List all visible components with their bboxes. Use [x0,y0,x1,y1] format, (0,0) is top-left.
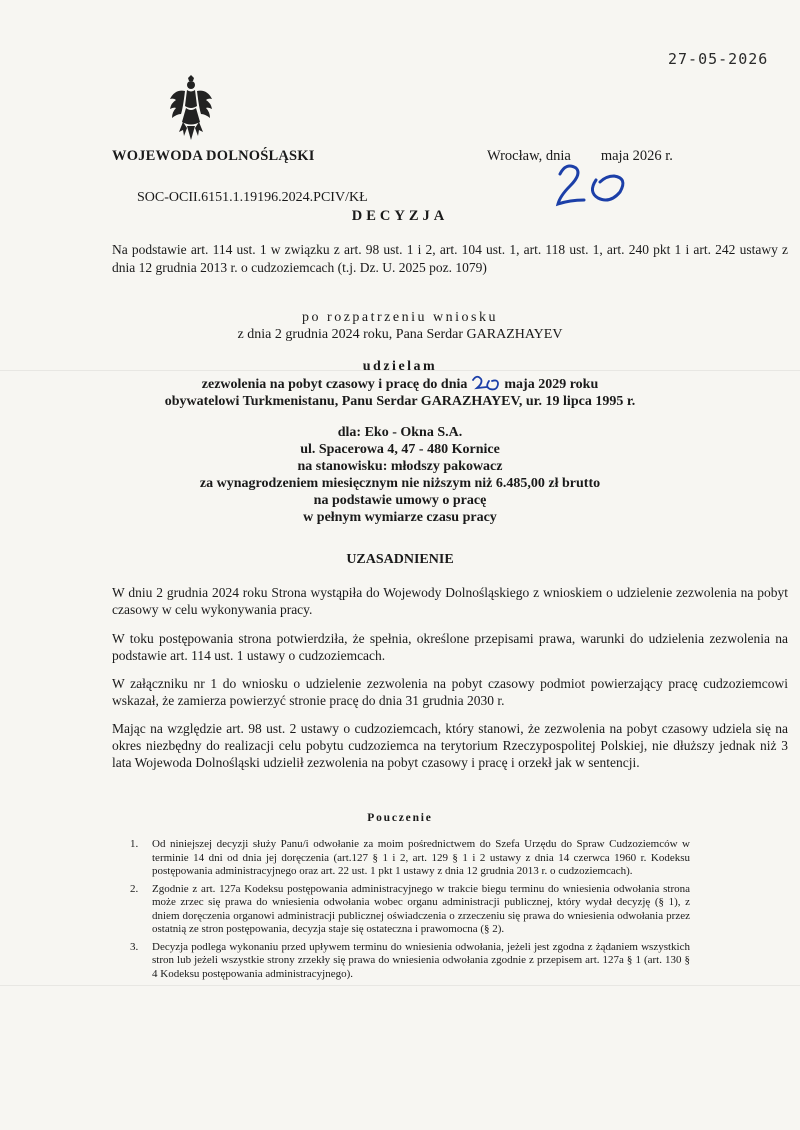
decision-verb: udzielam [362,359,438,374]
list-item-text: Decyzja podlega wykonaniu przed upływem terminu do wniesienia odwołania, jeżeli jest zgodna z żądaniem wszystkich stron lub jeżeli wszystkie strony zrzekły się prawa do wniesienia odwołania zgodnie z przepisem art. 127a § 1 (art. 130 § 4 Kodeksu postępowania administracyjnego). [152,940,690,980]
decision-line: obywatelowi Turkmenistanu, Panu Serdar GARAZHAYEV, ur. 19 lipca 1995 r. [164,394,636,409]
employer-line: w pełnym wymiarze czasu pracy [303,510,497,525]
decision-line-prefix: zezwolenia na pobyt czasowy i pracę do dnia [201,377,468,392]
polish-eagle-emblem-icon [168,74,214,144]
list-item [130,883,690,937]
employer-line: ul. Spacerowa 4, 47 - 480 Kornice [300,442,500,457]
justification-paragraph: W załączniku nr 1 do wniosku o udzielenie zezwolenia na pobyt czasowy podmiot powierzający pracę cudzoziemcowi wskazał, że zamierza powierzyć stronie pracę do dnia 31 grudnia 2030 r. [112,676,788,708]
instruction-list [130,838,690,985]
place-date-suffix: maja 2026 r. [600,148,673,164]
justification-paragraph: Mając na względzie art. 98 ust. 2 ustawy o cudzoziemcach, który stanowi, że zezwolenia na pobyt czasowy udziela się na okres niezbędny do realizacji celu pobytu cudzoziemca na terytorium Rzeczypospolitej Polskiej, nie dłuższy jednak niż 3 lata Wojewoda Dolnośląski udzielił zezwolenia na pobyt czasowy i pracę i orzekł jak w sentencji. [112,721,788,770]
employer-block [0,424,800,526]
list-item-text: Zgodnie z art. 127a Kodeksu postępowania administracyjnego w trakcie biegu terminu do wniesienia odwołania strona może zrzec się prawa do wniesienia odwołania wobec organu administracji publicznej, który wydał decyzję (§ 1), z dniem doręczenia organowi administracji publicznej oświadczenia o zrzeczeniu się prawa do wniesienia odwołania przez ostatnią ze stron postępowania, decyzja staje się ostateczna i prawomocna (§ 2). [152,882,690,935]
justification-paragraph: W toku postępowania strona potwierdziła, że spełnia, określone przepisami prawa, warunki do udzielenia zezwolenia na podstawie art. 114 ust. 1 ustawy o cudzoziemcach. [112,631,788,663]
decision-line [0,375,800,393]
consideration-line: po rozpatrzeniu wniosku [302,310,498,325]
consideration-line: z dnia 2 grudnia 2024 roku, Pana Serdar GARAZHAYEV [237,327,563,342]
justification-title: UZASADNIENIE [346,552,454,567]
legal-basis-paragraph: Na podstawie art. 114 ust. 1 w związku z art. 98 ust. 1 i 2, art. 104 ust. 1, art. 118 ust. 1, art. 240 pkt 1 i art. 242 ustawy z dnia 12 grudnia 2013 r. o cudzoziemcach (t.j. Dz. U. 2025 poz. 1079) [112,242,788,275]
list-item-text: Od niniejszej decyzji służy Panu/i odwołanie za moim pośrednictwem do Szefa Urzędu do Spraw Cudzoziemców w terminie 14 dni od dnia jej doręczenia (art.127 § 1 i 2, art. 129 § 1 i 2 ustawy z dnia 14 czerwca 1960 r. Kodeksu postępowania administracyjnego oraz art. 22 ust. 1 pkt 1 ustawy z dnia 12 grudnia 2013 r. o cudzoziemcach). [152,838,690,877]
list-item [130,941,690,982]
justification-paragraph: W dniu 2 grudnia 2024 roku Strona wystąpiła do Wojewody Dolnośląskiego z wnioskiem o udzielenie zezwolenia na pobyt czasowy w celu wykonywania pracy. [112,585,788,617]
instruction-title: Pouczenie [367,812,433,824]
document-title: DECYZJA [351,208,449,224]
paper-fold-line [0,985,800,986]
list-item-number: 3. [130,940,139,953]
place-date-prefix: Wrocław, dnia [487,148,571,164]
decision-block [0,358,800,410]
handwritten-day-number [552,160,632,208]
employer-line: za wynagrodzeniem miesięcznym nie niższym niż 6.485,00 zł brutto [199,476,601,491]
consideration-block [0,309,800,343]
received-date-stamp: 27-05-2026 [668,50,769,68]
list-item-number: 1. [130,838,139,850]
reference-number: SOC-OCII.6151.1.19196.2024.PCIV/KŁ [137,190,368,205]
decision-line-suffix: maja 2029 roku [504,377,599,392]
issuer-name: WOJEWODA DOLNOŚLĄSKI [112,148,315,164]
list-item-number: 2. [130,882,139,895]
list-item [130,838,690,879]
handwritten-day-number [471,375,501,391]
employer-line: dla: Eko - Okna S.A. [337,425,463,440]
employer-line: na podstawie umowy o pracę [313,493,487,508]
employer-line: na stanowisku: młodszy pakowacz [297,459,503,474]
